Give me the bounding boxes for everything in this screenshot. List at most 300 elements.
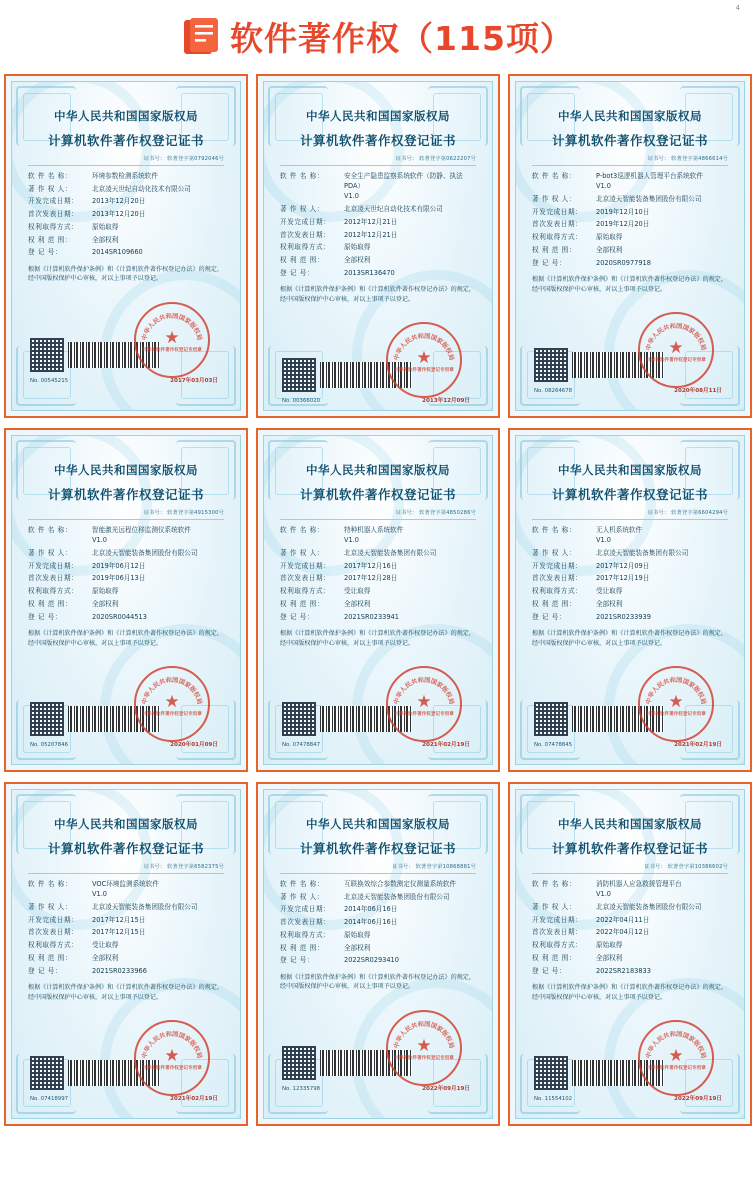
certificate-body xyxy=(12,436,240,750)
field-software-name xyxy=(280,171,476,202)
star-icon: ★ xyxy=(164,1046,180,1067)
field-value: VOC环境监测系统软件 V1.0 xyxy=(92,879,224,899)
divider xyxy=(532,519,728,520)
legal-note: 根据《计算机软件保护条例》和《计算机软件著作权登记办法》的规定，经中国版权保护中心审核，对以上事项予以登记。 xyxy=(532,983,727,1001)
certificate-title: 计算机软件著作权登记证书 xyxy=(551,487,708,502)
field-label: 软 件 名 称： xyxy=(28,526,73,534)
field-first-publish-date xyxy=(532,219,728,229)
certificate-number: 证书号： 软著登字第4850286号 xyxy=(395,510,476,516)
field-label: 权利取得方式： xyxy=(532,587,583,596)
certificate-fields xyxy=(532,171,728,268)
field-value: 北京凌天世纪自动化技术有限公司 xyxy=(344,205,443,214)
field-label: 权利取得方式： xyxy=(532,941,583,950)
field-label: 权 利 范 围： xyxy=(532,953,577,962)
svg-text:中华人民共和国国家版权局: 中华人民共和国国家版权局 xyxy=(141,312,203,342)
certificate-title: 计算机软件著作权登记证书 xyxy=(299,487,456,502)
issue-date: 2022年09月19日 xyxy=(422,1086,470,1093)
field-label: 权 利 范 围： xyxy=(28,953,73,962)
issue-date: 2020年01月09日 xyxy=(170,742,218,749)
qr-code xyxy=(534,1056,568,1090)
field-software-name xyxy=(532,525,728,545)
field-value: 2022SR0293410 xyxy=(344,956,399,965)
field-value: 全部权利 xyxy=(344,943,371,952)
field-right-scope xyxy=(28,953,224,963)
star-icon: ★ xyxy=(416,1036,432,1057)
field-owner xyxy=(28,184,224,194)
field-label: 软 件 名 称： xyxy=(280,880,325,888)
field-value: 全部权利 xyxy=(596,599,623,608)
issuing-authority: 中华人民共和国国家版权局 xyxy=(306,109,450,123)
svg-text:中华人民共和国国家版权局: 中华人民共和国国家版权局 xyxy=(645,323,707,352)
field-dev-completion-date xyxy=(28,561,224,571)
field-right-acquisition xyxy=(28,586,224,596)
divider xyxy=(280,873,476,874)
certificate-number: 证书号： 软著登字第10868881号 xyxy=(392,864,476,870)
certificate-card[interactable] xyxy=(256,74,500,418)
field-label: 著 作 权 人： xyxy=(280,205,325,214)
field-label: 首次发表日期： xyxy=(532,574,583,583)
field-value-version: V1.0 xyxy=(596,182,611,191)
field-label: 首次发表日期： xyxy=(28,928,79,937)
issue-date: 2017年03月03日 xyxy=(170,378,218,385)
certificate-inner-frame xyxy=(11,435,241,765)
field-owner xyxy=(532,902,728,912)
page-header xyxy=(0,0,756,74)
field-first-publish-date xyxy=(532,573,728,583)
field-value: 特种机器人系统软件 V1.0 xyxy=(344,525,476,545)
field-value: 原始取得 xyxy=(344,930,371,939)
star-icon: ★ xyxy=(668,1046,684,1067)
field-first-publish-date xyxy=(28,927,224,937)
star-icon: ★ xyxy=(164,328,180,349)
serial-number: No. 05207846 xyxy=(30,742,69,749)
field-value: 安全生产隐患监察系统软件（防静、执法PDA） V1.0 xyxy=(344,171,476,202)
field-value-version: V1.0 xyxy=(596,536,611,545)
certificate-body xyxy=(516,82,744,396)
field-label: 登 记 号： xyxy=(280,612,315,621)
qr-code xyxy=(282,702,316,736)
field-value: 2021SR0233941 xyxy=(344,612,399,621)
field-label: 权利取得方式： xyxy=(28,222,79,231)
divider xyxy=(28,165,224,166)
field-value: 受让取得 xyxy=(92,941,119,950)
certificate-inner-frame xyxy=(263,81,493,411)
field-label: 权 利 范 围： xyxy=(280,256,325,265)
field-registration-number xyxy=(280,955,476,965)
field-label: 登 记 号： xyxy=(28,612,63,621)
field-label: 首次发表日期： xyxy=(280,230,331,239)
field-label: 软 件 名 称： xyxy=(280,172,325,180)
field-right-acquisition xyxy=(532,940,728,950)
field-value: 全部权利 xyxy=(92,953,119,962)
qr-code xyxy=(30,338,64,372)
issuing-authority: 中华人民共和国国家版权局 xyxy=(558,109,702,123)
field-value: 受让取得 xyxy=(596,587,623,596)
certificate-number: 证书号： 软著登字第4915300号 xyxy=(143,510,224,516)
certificate-footer xyxy=(280,998,476,1094)
field-value: 2017年12月19日 xyxy=(596,574,650,583)
field-value: 2017年12月09日 xyxy=(596,561,650,570)
field-right-scope xyxy=(532,245,728,255)
certificate-fields xyxy=(28,879,224,976)
legal-note: 根据《计算机软件保护条例》和《计算机软件著作权登记办法》的规定，经中国版权保护中心审核，对以上事项予以登记。 xyxy=(532,629,727,647)
field-software-name xyxy=(532,879,728,899)
official-seal xyxy=(386,322,462,398)
qr-code xyxy=(534,702,568,736)
field-right-scope xyxy=(280,599,476,609)
field-first-publish-date xyxy=(28,209,224,219)
certificate-grid xyxy=(0,74,756,1140)
field-value: P-bot3巡逻机器人管理平台系统软件 V1.0 xyxy=(596,171,728,191)
star-icon: ★ xyxy=(668,338,684,359)
field-label: 登 记 号： xyxy=(532,966,567,975)
certificate-number: 证书号： 软著登字第0622207号 xyxy=(395,156,476,162)
field-value: 全部权利 xyxy=(92,599,119,608)
serial-number: No. 07478847 xyxy=(282,742,321,749)
field-label: 著 作 权 人： xyxy=(28,902,73,911)
issuing-authority: 中华人民共和国国家版权局 xyxy=(54,463,198,477)
field-label: 权利取得方式： xyxy=(280,243,331,252)
field-value: 北京凌天智能装备集团股份有限公司 xyxy=(344,892,450,901)
certificate-footer xyxy=(28,290,224,386)
field-value: 2019年06月13日 xyxy=(92,574,146,583)
field-label: 权 利 范 围： xyxy=(28,599,73,608)
page-title: 软件著作权（115项） xyxy=(230,18,574,58)
field-value-version: V1.0 xyxy=(92,890,107,899)
field-label: 权 利 范 围： xyxy=(28,235,73,244)
legal-note: 根据《计算机软件保护条例》和《计算机软件著作权登记办法》的规定，经中国版权保护中心审核，对以上事项予以登记。 xyxy=(532,275,727,293)
field-value: 北京凌天世纪自动化技术有限公司 xyxy=(92,184,191,193)
star-icon: ★ xyxy=(164,692,180,713)
certificate-footer xyxy=(532,654,728,750)
field-value: 2020SR0044513 xyxy=(92,612,147,621)
official-seal xyxy=(134,666,210,742)
field-value: 消防机器人应急救援管理平台 V1.0 xyxy=(596,879,728,899)
field-software-name xyxy=(280,525,476,545)
serial-number: No. 07478845 xyxy=(534,742,573,749)
field-value: 原始取得 xyxy=(596,233,623,242)
certificate-inner-frame xyxy=(11,81,241,411)
certificate-inner-frame xyxy=(263,789,493,1119)
field-owner xyxy=(532,548,728,558)
field-dev-completion-date xyxy=(280,217,476,227)
certificate-title: 计算机软件著作权登记证书 xyxy=(47,841,204,856)
certificate-card[interactable] xyxy=(508,782,752,1126)
field-value: 全部权利 xyxy=(596,245,623,254)
field-label: 登 记 号： xyxy=(532,612,567,621)
field-value: 2021SR0233966 xyxy=(92,966,147,975)
certificate-card[interactable] xyxy=(508,428,752,772)
field-value: 全部权利 xyxy=(92,235,119,244)
issuing-authority: 中华人民共和国国家版权局 xyxy=(54,109,198,123)
document-list-icon xyxy=(182,18,220,58)
field-label: 登 记 号： xyxy=(28,248,63,257)
certificate-body xyxy=(12,82,240,386)
field-value: 2014年06月16日 xyxy=(344,918,398,927)
serial-number: No. 00366020 xyxy=(282,398,321,405)
field-right-acquisition xyxy=(532,586,728,596)
field-label: 权利取得方式： xyxy=(28,941,79,950)
field-owner xyxy=(28,548,224,558)
issue-date: 2021年02月19日 xyxy=(170,1096,218,1103)
field-label: 著 作 权 人： xyxy=(28,548,73,557)
field-label: 开发完成日期： xyxy=(28,561,79,570)
field-label: 软 件 名 称： xyxy=(532,526,577,534)
field-value: 2013SR136470 xyxy=(344,268,395,277)
divider xyxy=(280,165,476,166)
field-label: 登 记 号： xyxy=(280,956,315,965)
certificate-body xyxy=(516,790,744,1104)
field-value: 全部权利 xyxy=(344,599,371,608)
field-value: 北京凌天智能装备集团有限公司 xyxy=(596,548,689,557)
field-value: 受让取得 xyxy=(344,587,371,596)
field-label: 首次发表日期： xyxy=(532,928,583,937)
field-value: 北京凌天智能装备集团有限公司 xyxy=(344,548,437,557)
seal-center-text: 计算机软件著作权登记专用章 xyxy=(394,368,454,374)
certificate-title: 计算机软件著作权登记证书 xyxy=(299,133,456,148)
field-label: 权 利 范 围： xyxy=(532,245,577,254)
seal-center-text: 计算机软件著作权登记专用章 xyxy=(142,348,202,354)
field-value: 2014SR109660 xyxy=(92,248,143,257)
field-value: 2019年12月10日 xyxy=(596,207,650,216)
field-value: 2017年12月16日 xyxy=(344,561,398,570)
svg-text:中华人民共和国国家版权局: 中华人民共和国国家版权局 xyxy=(645,677,707,706)
issuing-authority: 中华人民共和国国家版权局 xyxy=(54,817,198,831)
field-software-name xyxy=(532,171,728,191)
certificate-number: 证书号： 软著登字第6582375号 xyxy=(143,864,224,870)
svg-text:中华人民共和国国家版权局: 中华人民共和国国家版权局 xyxy=(645,1031,707,1060)
field-registration-number xyxy=(532,258,728,268)
official-seal xyxy=(386,666,462,742)
field-value: 原始取得 xyxy=(92,587,119,596)
field-label: 著 作 权 人： xyxy=(532,194,577,203)
issuing-authority: 中华人民共和国国家版权局 xyxy=(306,817,450,831)
field-label: 开发完成日期： xyxy=(28,915,79,924)
certificate-title: 计算机软件著作权登记证书 xyxy=(47,487,204,502)
field-right-scope xyxy=(28,235,224,245)
certificate-footer xyxy=(532,300,728,396)
field-owner xyxy=(280,548,476,558)
svg-text:中华人民共和国国家版权局: 中华人民共和国国家版权局 xyxy=(393,1020,455,1050)
seal-center-text: 计算机软件著作权登记专用章 xyxy=(646,358,706,364)
field-dev-completion-date xyxy=(532,915,728,925)
certificate-footer xyxy=(280,310,476,406)
certificate-inner-frame xyxy=(11,789,241,1119)
certificate-card[interactable] xyxy=(4,74,248,418)
serial-number: No. 11554102 xyxy=(534,1096,573,1103)
field-value: 2019年12月20日 xyxy=(596,220,650,229)
field-value: 2022年04月11日 xyxy=(596,915,650,924)
field-label: 权利取得方式： xyxy=(280,930,331,939)
certificate-card[interactable] xyxy=(256,428,500,772)
issue-date: 2021年02月19日 xyxy=(422,742,470,749)
certificate-card[interactable] xyxy=(256,782,500,1126)
certificate-footer xyxy=(532,1008,728,1104)
divider xyxy=(28,873,224,874)
field-label: 开发完成日期： xyxy=(280,905,331,914)
legal-note: 根据《计算机软件保护条例》和《计算机软件著作权登记办法》的规定，经中国版权保护中心审核，对以上事项予以登记。 xyxy=(280,973,475,991)
field-label: 著 作 权 人： xyxy=(28,184,73,193)
field-dev-completion-date xyxy=(532,207,728,217)
divider xyxy=(532,873,728,874)
field-software-name xyxy=(28,879,224,899)
certificate-body xyxy=(264,436,492,750)
certificate-number: 证书号： 软著登字第10386602号 xyxy=(644,864,728,870)
field-label: 权利取得方式： xyxy=(532,233,583,242)
legal-note: 根据《计算机软件保护条例》和《计算机软件著作权登记办法》的规定，经中国版权保护中心审核，对以上事项予以登记。 xyxy=(280,285,475,303)
field-value: 2017年12月15日 xyxy=(92,928,146,937)
official-seal xyxy=(638,666,714,742)
field-value: 2022SR2183833 xyxy=(596,966,651,975)
field-owner xyxy=(532,194,728,204)
legal-note: 根据《计算机软件保护条例》和《计算机软件著作权登记办法》的规定，经中国版权保护中心审核，对以上事项予以登记。 xyxy=(28,983,223,1001)
svg-text:中华人民共和国国家版权局: 中华人民共和国国家版权局 xyxy=(141,1031,203,1060)
qr-code xyxy=(30,1056,64,1090)
serial-number: No. 00545215 xyxy=(30,378,69,385)
field-value: 2017年12月15日 xyxy=(92,915,146,924)
field-first-publish-date xyxy=(28,573,224,583)
field-label: 开发完成日期： xyxy=(28,197,79,206)
certificate-fields xyxy=(532,879,728,976)
certificate-inner-frame xyxy=(515,435,745,765)
field-value: 互联换效综合参数测定仪测量系统软件 xyxy=(344,880,457,888)
field-label: 权利取得方式： xyxy=(28,587,79,596)
svg-text:中华人民共和国国家版权局: 中华人民共和国国家版权局 xyxy=(141,677,203,706)
field-label: 软 件 名 称： xyxy=(28,880,73,888)
field-value: 原始取得 xyxy=(344,243,371,252)
field-right-scope xyxy=(280,255,476,265)
certificate-title: 计算机软件著作权登记证书 xyxy=(551,841,708,856)
seal-center-text: 计算机软件著作权登记专用章 xyxy=(142,712,202,718)
field-label: 开发完成日期： xyxy=(532,207,583,216)
certificate-fields xyxy=(28,171,224,258)
field-value: 2022年04月12日 xyxy=(596,928,650,937)
field-value: 原始取得 xyxy=(596,941,623,950)
field-owner xyxy=(280,892,476,902)
official-seal xyxy=(386,1010,462,1086)
field-value-version: V1.0 xyxy=(596,890,611,899)
certificate-card[interactable] xyxy=(4,782,248,1126)
field-value: 2014年06月16日 xyxy=(344,905,398,914)
certificate-title: 计算机软件著作权登记证书 xyxy=(299,841,456,856)
field-registration-number xyxy=(28,966,224,976)
field-right-acquisition xyxy=(532,232,728,242)
field-label: 软 件 名 称： xyxy=(280,526,325,534)
field-label: 登 记 号： xyxy=(532,258,567,267)
certificate-fields xyxy=(28,525,224,622)
certificate-title: 计算机软件著作权登记证书 xyxy=(551,133,708,148)
field-first-publish-date xyxy=(532,927,728,937)
certificate-footer xyxy=(280,654,476,750)
field-dev-completion-date xyxy=(280,561,476,571)
field-label: 登 记 号： xyxy=(280,268,315,277)
field-value-version: V1.0 xyxy=(92,536,107,545)
star-icon: ★ xyxy=(416,692,432,713)
field-first-publish-date xyxy=(280,917,476,927)
svg-text:中华人民共和国国家版权局: 中华人民共和国国家版权局 xyxy=(393,333,455,362)
certificate-number: 证书号： 软著登字第0792046号 xyxy=(143,156,224,162)
field-registration-number xyxy=(532,612,728,622)
seal-center-text: 计算机软件著作权登记专用章 xyxy=(646,712,706,718)
issuing-authority: 中华人民共和国国家版权局 xyxy=(558,463,702,477)
certificate-number: 证书号： 软著登字第4866614号 xyxy=(647,156,728,162)
field-value: 北京凌天智能装备集团股份有限公司 xyxy=(596,902,702,911)
certificate-footer xyxy=(28,654,224,750)
qr-code xyxy=(282,1046,316,1080)
field-value: 2012年12月21日 xyxy=(344,217,398,226)
field-right-scope xyxy=(532,953,728,963)
field-right-scope xyxy=(532,599,728,609)
field-value: 2021SR0233939 xyxy=(596,612,651,621)
field-label: 软 件 名 称： xyxy=(532,880,577,888)
qr-code xyxy=(30,702,64,736)
field-value: 北京凌天智能装备集团股份有限公司 xyxy=(92,902,198,911)
seal-center-text: 计算机软件著作权登记专用章 xyxy=(394,1056,454,1062)
field-value: 2020SR0977918 xyxy=(596,258,651,267)
legal-note: 根据《计算机软件保护条例》和《计算机软件著作权登记办法》的规定，经中国版权保护中心审核，对以上事项予以登记。 xyxy=(280,629,475,647)
field-right-acquisition xyxy=(280,242,476,252)
legal-note: 根据《计算机软件保护条例》和《计算机软件著作权登记办法》的规定，经中国版权保护中心审核，对以上事项予以登记。 xyxy=(28,629,223,647)
serial-number: No. 08264678 xyxy=(534,388,573,395)
field-registration-number xyxy=(532,966,728,976)
field-value: 环境参数检测系统软件 xyxy=(92,172,158,180)
serial-number: No. 07418997 xyxy=(30,1096,69,1103)
svg-text:中华人民共和国国家版权局: 中华人民共和国国家版权局 xyxy=(393,677,455,706)
field-right-scope xyxy=(280,943,476,953)
field-software-name xyxy=(28,525,224,545)
field-value: 全部权利 xyxy=(596,953,623,962)
field-value-version: V1.0 xyxy=(344,192,359,201)
field-value: 全部权利 xyxy=(344,256,371,265)
star-icon: ★ xyxy=(668,692,684,713)
field-label: 首次发表日期： xyxy=(280,574,331,583)
certificate-fields xyxy=(280,171,476,278)
certificate-fields xyxy=(532,525,728,622)
certificate-card[interactable] xyxy=(508,74,752,418)
certificate-inner-frame xyxy=(263,435,493,765)
field-label: 登 记 号： xyxy=(28,966,63,975)
field-value: 2012年12月21日 xyxy=(344,230,398,239)
field-first-publish-date xyxy=(280,573,476,583)
field-value: 无人机系统软件 V1.0 xyxy=(596,525,728,545)
field-label: 开发完成日期： xyxy=(280,217,331,226)
certificate-body xyxy=(12,790,240,1104)
certificate-footer xyxy=(28,1008,224,1104)
divider xyxy=(532,165,728,166)
field-label: 首次发表日期： xyxy=(28,210,79,219)
field-dev-completion-date xyxy=(532,561,728,571)
certificate-body xyxy=(264,82,492,406)
certificate-inner-frame xyxy=(515,789,745,1119)
certificate-fields xyxy=(280,879,476,966)
certificate-card[interactable] xyxy=(4,428,248,772)
field-owner xyxy=(280,204,476,214)
page-corner-mark: 4 xyxy=(735,4,740,12)
field-right-acquisition xyxy=(28,940,224,950)
certificate-inner-frame xyxy=(515,81,745,411)
seal-center-text: 计算机软件著作权登记专用章 xyxy=(646,1066,706,1072)
field-label: 软 件 名 称： xyxy=(28,172,73,180)
issue-date: 2013年12月09日 xyxy=(422,398,470,405)
field-registration-number xyxy=(28,247,224,257)
seal-center-text: 计算机软件著作权登记专用章 xyxy=(394,712,454,718)
field-right-acquisition xyxy=(280,586,476,596)
divider xyxy=(280,519,476,520)
field-label: 软 件 名 称： xyxy=(532,172,577,180)
official-seal xyxy=(134,1020,210,1096)
field-dev-completion-date xyxy=(280,904,476,914)
certificate-body xyxy=(516,436,744,750)
